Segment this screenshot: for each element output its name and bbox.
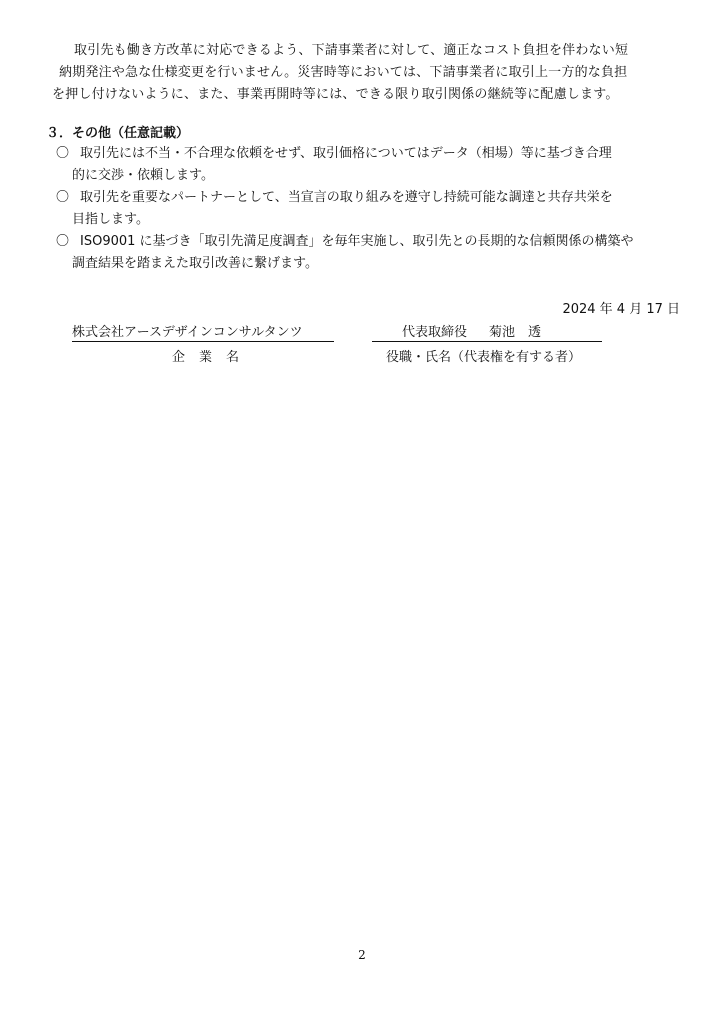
circle-bullet-icon: 〇	[56, 234, 70, 249]
item-text: ISO9001 に基づき「取引先満足度調査」を毎年実施し、取引先との長期的な信頼関係の構築や	[80, 234, 634, 249]
representative-line	[372, 321, 602, 342]
circle-bullet-icon: 〇	[56, 146, 70, 161]
intro-line: 納期発注や急な仕様変更を行いません。災害時等においては、下請事業者に取引上一方的な負担	[59, 65, 628, 80]
item-text-continued: 目指します。	[72, 212, 149, 227]
circle-bullet-icon: 〇	[56, 190, 70, 205]
item-text: 取引先には不当・不合理な依頼をせず、取引価格についてはデータ（相場）等に基づき合理	[80, 146, 612, 161]
representative-name: 菊池 透	[489, 325, 542, 340]
document-date: 2024 年 4 月 17 日	[562, 302, 680, 317]
section-heading: ３．その他（任意記載）	[46, 126, 190, 141]
intro-line: を押し付けないように、また、事業再開時等には、できる限り取引関係の継続等に配慮します。	[52, 87, 619, 102]
representative-title: 代表取締役	[402, 325, 468, 340]
intro-line: 取引先も働き方改革に対応できるよう、下請事業者に対して、適正なコスト負担を伴わない短	[74, 43, 629, 58]
item-text: 取引先を重要なパートナーとして、当宣言の取り組みを遵守し持続可能な調達と共存共栄を	[80, 190, 613, 205]
list-item	[56, 231, 686, 275]
page-number: 2	[358, 948, 366, 962]
item-text-continued: 的に交渉・依頼します。	[72, 168, 214, 183]
section-item-list	[56, 143, 686, 275]
list-item	[56, 143, 686, 187]
list-item	[56, 187, 686, 231]
representative-caption: 役職・氏名（代表権を有する者）	[386, 350, 582, 365]
company-caption: 企業名	[172, 350, 254, 365]
company-name: 株式会社アースデザインコンサルタンツ	[72, 321, 334, 342]
item-text-continued: 調査結果を踏まえた取引改善に繋げます。	[72, 256, 318, 271]
intro-paragraph	[52, 40, 682, 106]
